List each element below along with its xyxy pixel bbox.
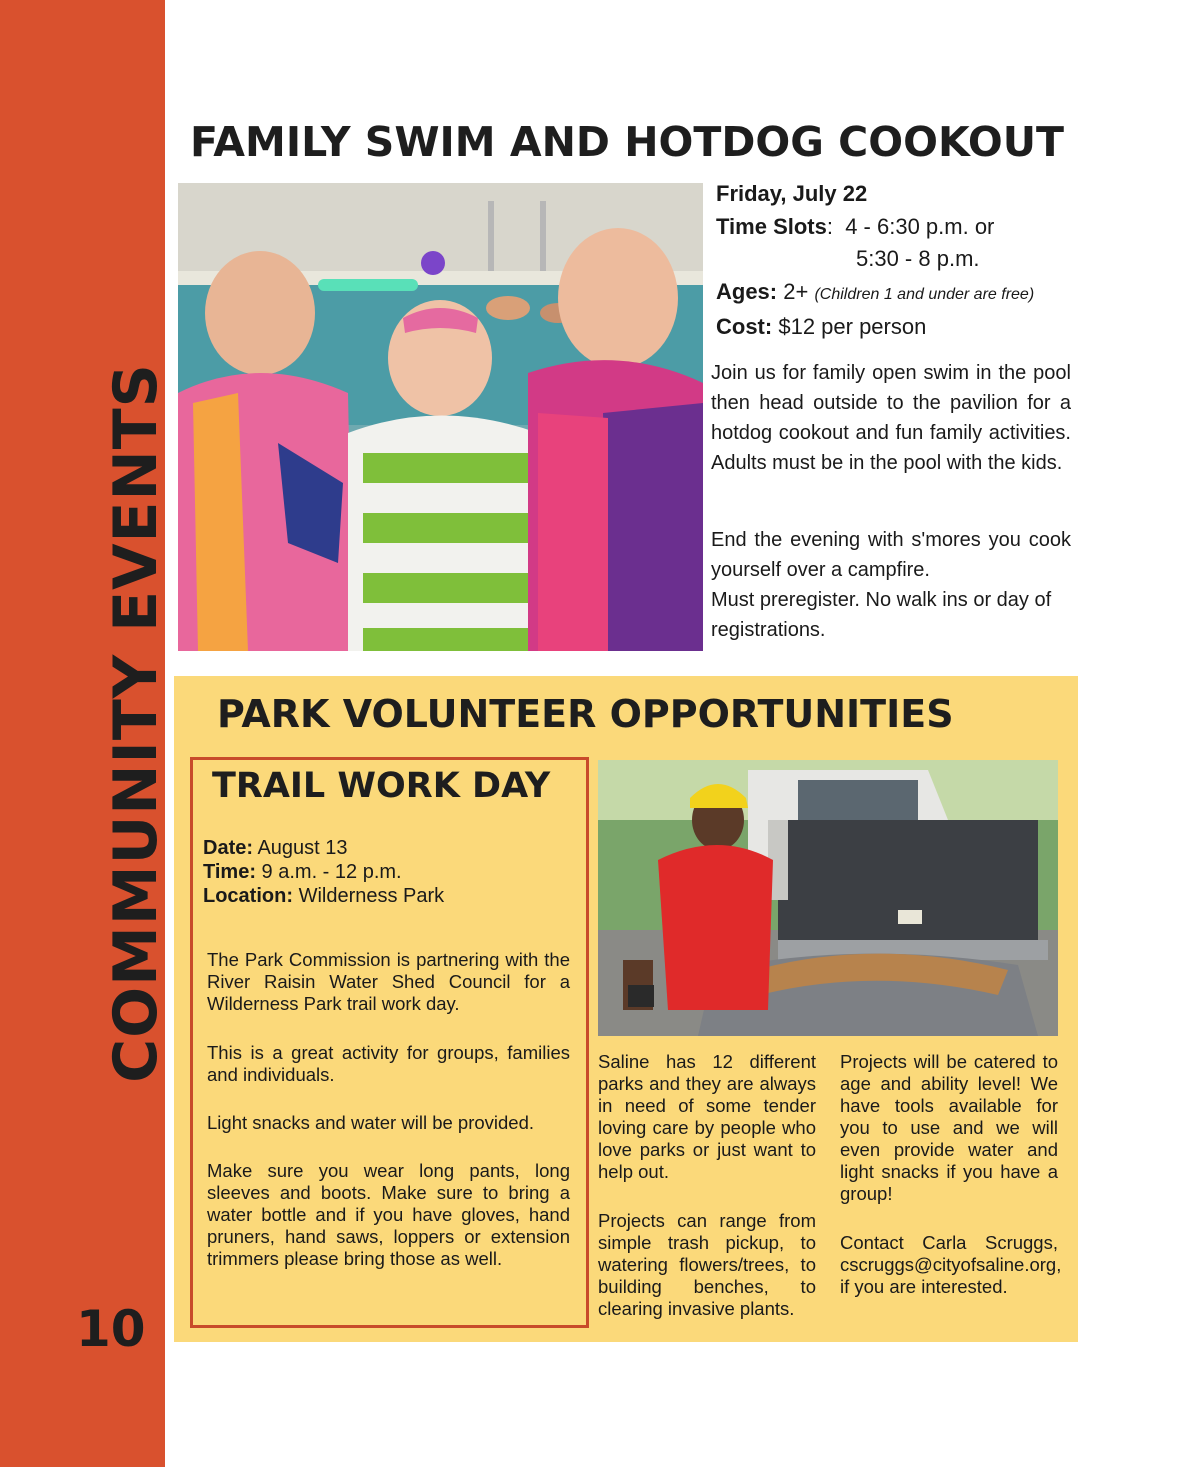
ages-note: (Children 1 and under are free) [814,285,1035,303]
trail-date-value: August 13 [257,837,348,859]
swim-title: FAMILY SWIM AND HOTDOG COOKOUT [190,118,1065,166]
trail-paragraph-3: Light snacks and water will be provided. [207,1112,535,1133]
ages-value: 2+ [783,278,809,304]
volunteer-col-right-2: Contact Carla Scruggs, cscruggs@cityofsaline.org, if you are interested. [840,1232,1062,1297]
swim-details: Friday, July 22 Time Slots: 4 - 6:30 p.m. or 5:30 - 8 p.m. Ages: 2+ (Children 1 and under are free) Cost: $12 per person [716,181,1035,339]
volunteer-col-right-1: Projects will be catered to age and ability level! We have tools available for you to use and we will even provide water and light snacks if you have a group! [840,1051,1058,1204]
swim-paragraph-1: Join us for family open swim in the pool then head outside to the pavilion for a hotdog cookout and fun family activities. Adults must be in the pool with the kids. [711,362,1071,474]
swim-date: Friday, July 22 [716,181,868,206]
trail-paragraph-2: This is a great activity for groups, families and individuals. [207,1042,570,1085]
swim-photo [178,183,703,651]
swim-paragraph-2: End the evening with s'mores you cook yourself over a campfire. [711,529,1071,581]
volunteer-photo [598,760,1058,1036]
section-label: COMMUNITY EVENTS [101,363,171,1083]
trail-paragraph-1: The Park Commission is partnering with the River Raisin Water Shed Council for a Wilderness Park trail work day. [207,949,570,1014]
trail-location-label: Location: [203,885,293,907]
trail-time-value: 9 a.m. - 12 p.m. [261,861,402,883]
trail-date-label: Date: [203,837,254,859]
ages-label: Ages: [716,278,778,304]
trail-details [203,836,444,908]
trail-location-value: Wilderness Park [298,885,445,907]
volunteer-col-left-2: Projects can range from simple trash pickup, to watering flowers/trees, to building benches, to clearing invasive plants. [598,1210,816,1319]
trail-time-label: Time: [203,861,256,883]
cost-value: $12 per person [778,314,927,339]
volunteer-col-left-1: Saline has 12 different parks and they are always in need of some tender loving care by people who love parks or just want to help out. [598,1051,816,1182]
page-number: 10 [76,1300,146,1358]
cost-label: Cost: [716,314,773,339]
volunteer-title: PARK VOLUNTEER OPPORTUNITIES [217,692,954,736]
time-slot-1: 4 - 6:30 p.m. or [845,213,995,239]
trail-title: TRAIL WORK DAY [212,766,551,806]
time-slot-2: 5:30 - 8 p.m. [856,246,980,271]
swim-paragraph-3: Must preregister. No walk ins or day of registrations. [711,589,1052,641]
trail-paragraph-4: Make sure you wear long pants, long sleeves and boots. Make sure to bring a water bottle and if you have gloves, hand pruners, hand saws, loppers or extension trimmers please bring those as well. [207,1160,570,1269]
time-slots-label: Time Slots [716,213,827,239]
